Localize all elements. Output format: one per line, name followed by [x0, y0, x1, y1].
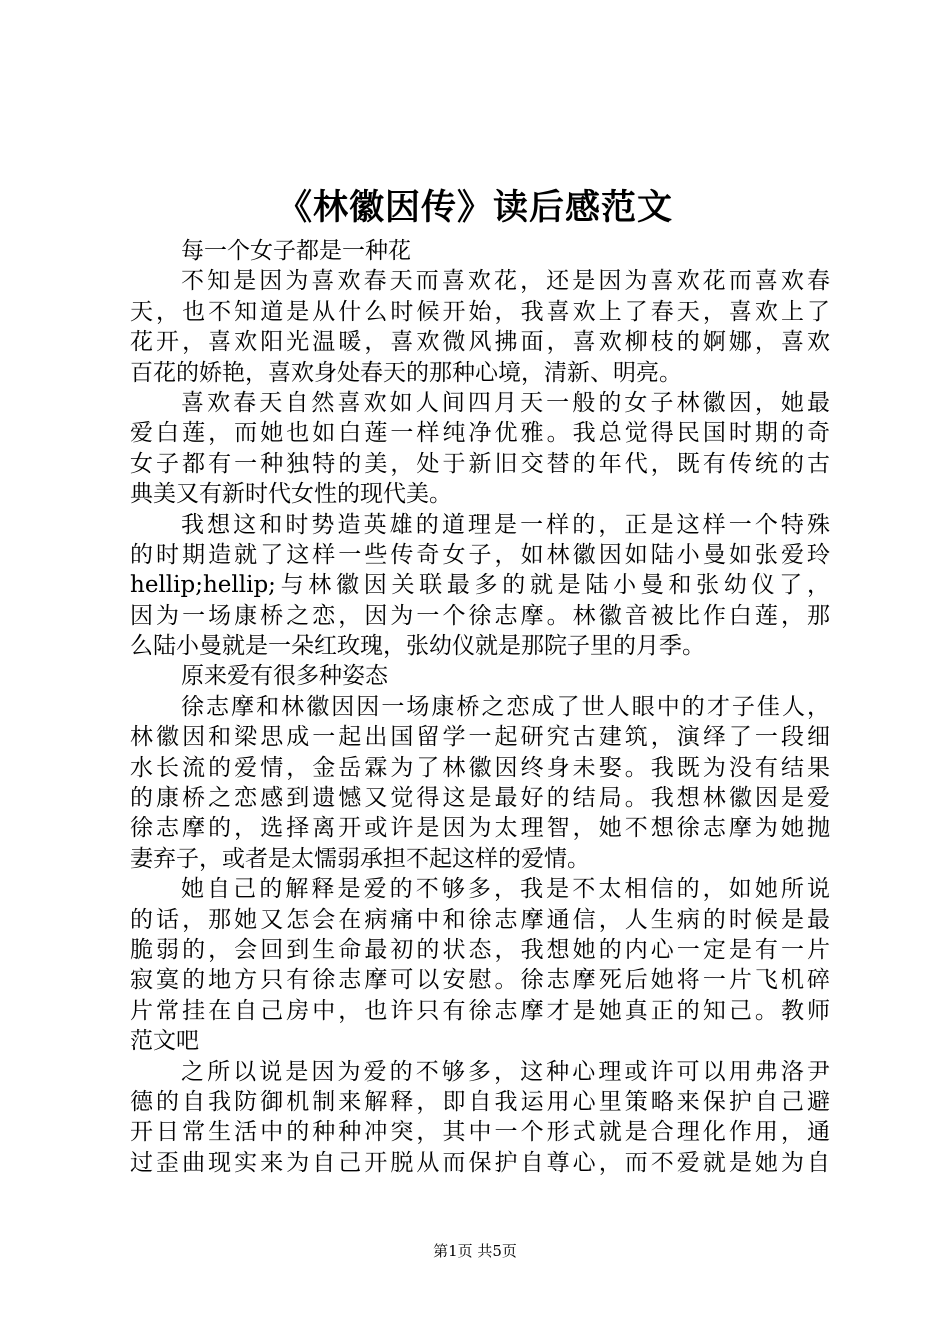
page-footer: 第1页 共5页: [433, 1242, 517, 1260]
text-line: 她自己的解释是爱的不够多，我是不太相信的，如她所说: [181, 876, 830, 903]
text-line: 水长流的爱情，金岳霖为了林徽因终身未娶。我既为没有结果: [130, 754, 830, 781]
text-line: 天，也不知道是从什么时候开始，我喜欢上了春天，喜欢上了: [130, 298, 830, 325]
text-line: 德的自我防御机制来解释，即自我运用心里策略来保护自己避: [130, 1088, 830, 1115]
text-line: 我想这和时势造英雄的道理是一样的，正是这样一个特殊: [181, 511, 830, 538]
text-line: 不知是因为喜欢春天而喜欢花，还是因为喜欢花而喜欢春: [181, 268, 830, 295]
text-line: 典美又有新时代女性的现代美。: [130, 481, 452, 508]
text-line: 女子都有一种独特的美，处于新旧交替的年代，既有传统的古: [130, 450, 830, 477]
text-line: 徐志摩和林徽因因一场康桥之恋成了世人眼中的才子佳人，: [181, 693, 830, 720]
text-line: 脆弱的，会回到生命最初的状态，我想她的内心一定是有一片: [130, 936, 830, 963]
text-line: 之所以说是因为爱的不够多，这种心理或许可以用弗洛尹: [181, 1058, 830, 1085]
text-line: 原来爱有很多种姿态: [181, 663, 388, 690]
text-line: 林徽因和梁思成一起出国留学一起研究古建筑，演绎了一段细: [130, 724, 830, 751]
text-line: hellip;hellip;与林徽因关联最多的就是陆小曼和张幼仪了，: [130, 572, 830, 599]
text-line: 百花的娇艳，喜欢身处春天的那种心境，清新、明亮。: [130, 359, 682, 386]
text-line: 妻弃子，或者是太懦弱承担不起这样的爱情。: [130, 845, 590, 872]
text-line: 的康桥之恋感到遗憾又觉得这是最好的结局。我想林徽因是爱: [130, 785, 830, 812]
text-line: 片常挂在自己房中，也许只有徐志摩才是她真正的知己。教师: [130, 997, 830, 1024]
text-line: 因为一场康桥之恋，因为一个徐志摩。林徽音被比作白莲，那: [130, 602, 830, 629]
text-line: 范文吧: [130, 1028, 199, 1055]
document-body: [130, 236, 830, 1178]
text-line: 的话，那她又怎会在病痛中和徐志摩通信，人生病的时候是最: [130, 906, 830, 933]
text-line: 爱白莲，而她也如白莲一样纯净优雅。我总觉得民国时期的奇: [130, 420, 830, 447]
text-line: 么陆小曼就是一朵红玫瑰，张幼仪就是那院子里的月季。: [130, 633, 705, 660]
text-line: 的时期造就了这样一些传奇女子，如林徽因如陆小曼如张爱玲: [130, 541, 830, 568]
text-line: 过歪曲现实来为自己开脱从而保护自尊心，而不爱就是她为自: [130, 1149, 830, 1176]
text-line: 喜欢春天自然喜欢如人间四月天一般的女子林徽因，她最: [181, 389, 830, 416]
text-line: 徐志摩的，选择离开或许是因为太理智，她不想徐志摩为她抛: [130, 815, 830, 842]
text-line: 花开，喜欢阳光温暖，喜欢微风拂面，喜欢柳枝的婀娜，喜欢: [130, 329, 830, 356]
document-title: 《林徽因传》读后感范文: [276, 187, 673, 228]
text-line: 开日常生活中的种种冲突，其中一个形式就是合理化作用，通: [130, 1119, 830, 1146]
text-line: 寂寞的地方只有徐志摩可以安慰。徐志摩死后她将一片飞机碎: [130, 967, 830, 994]
text-line: 每一个女子都是一种花: [181, 238, 411, 264]
